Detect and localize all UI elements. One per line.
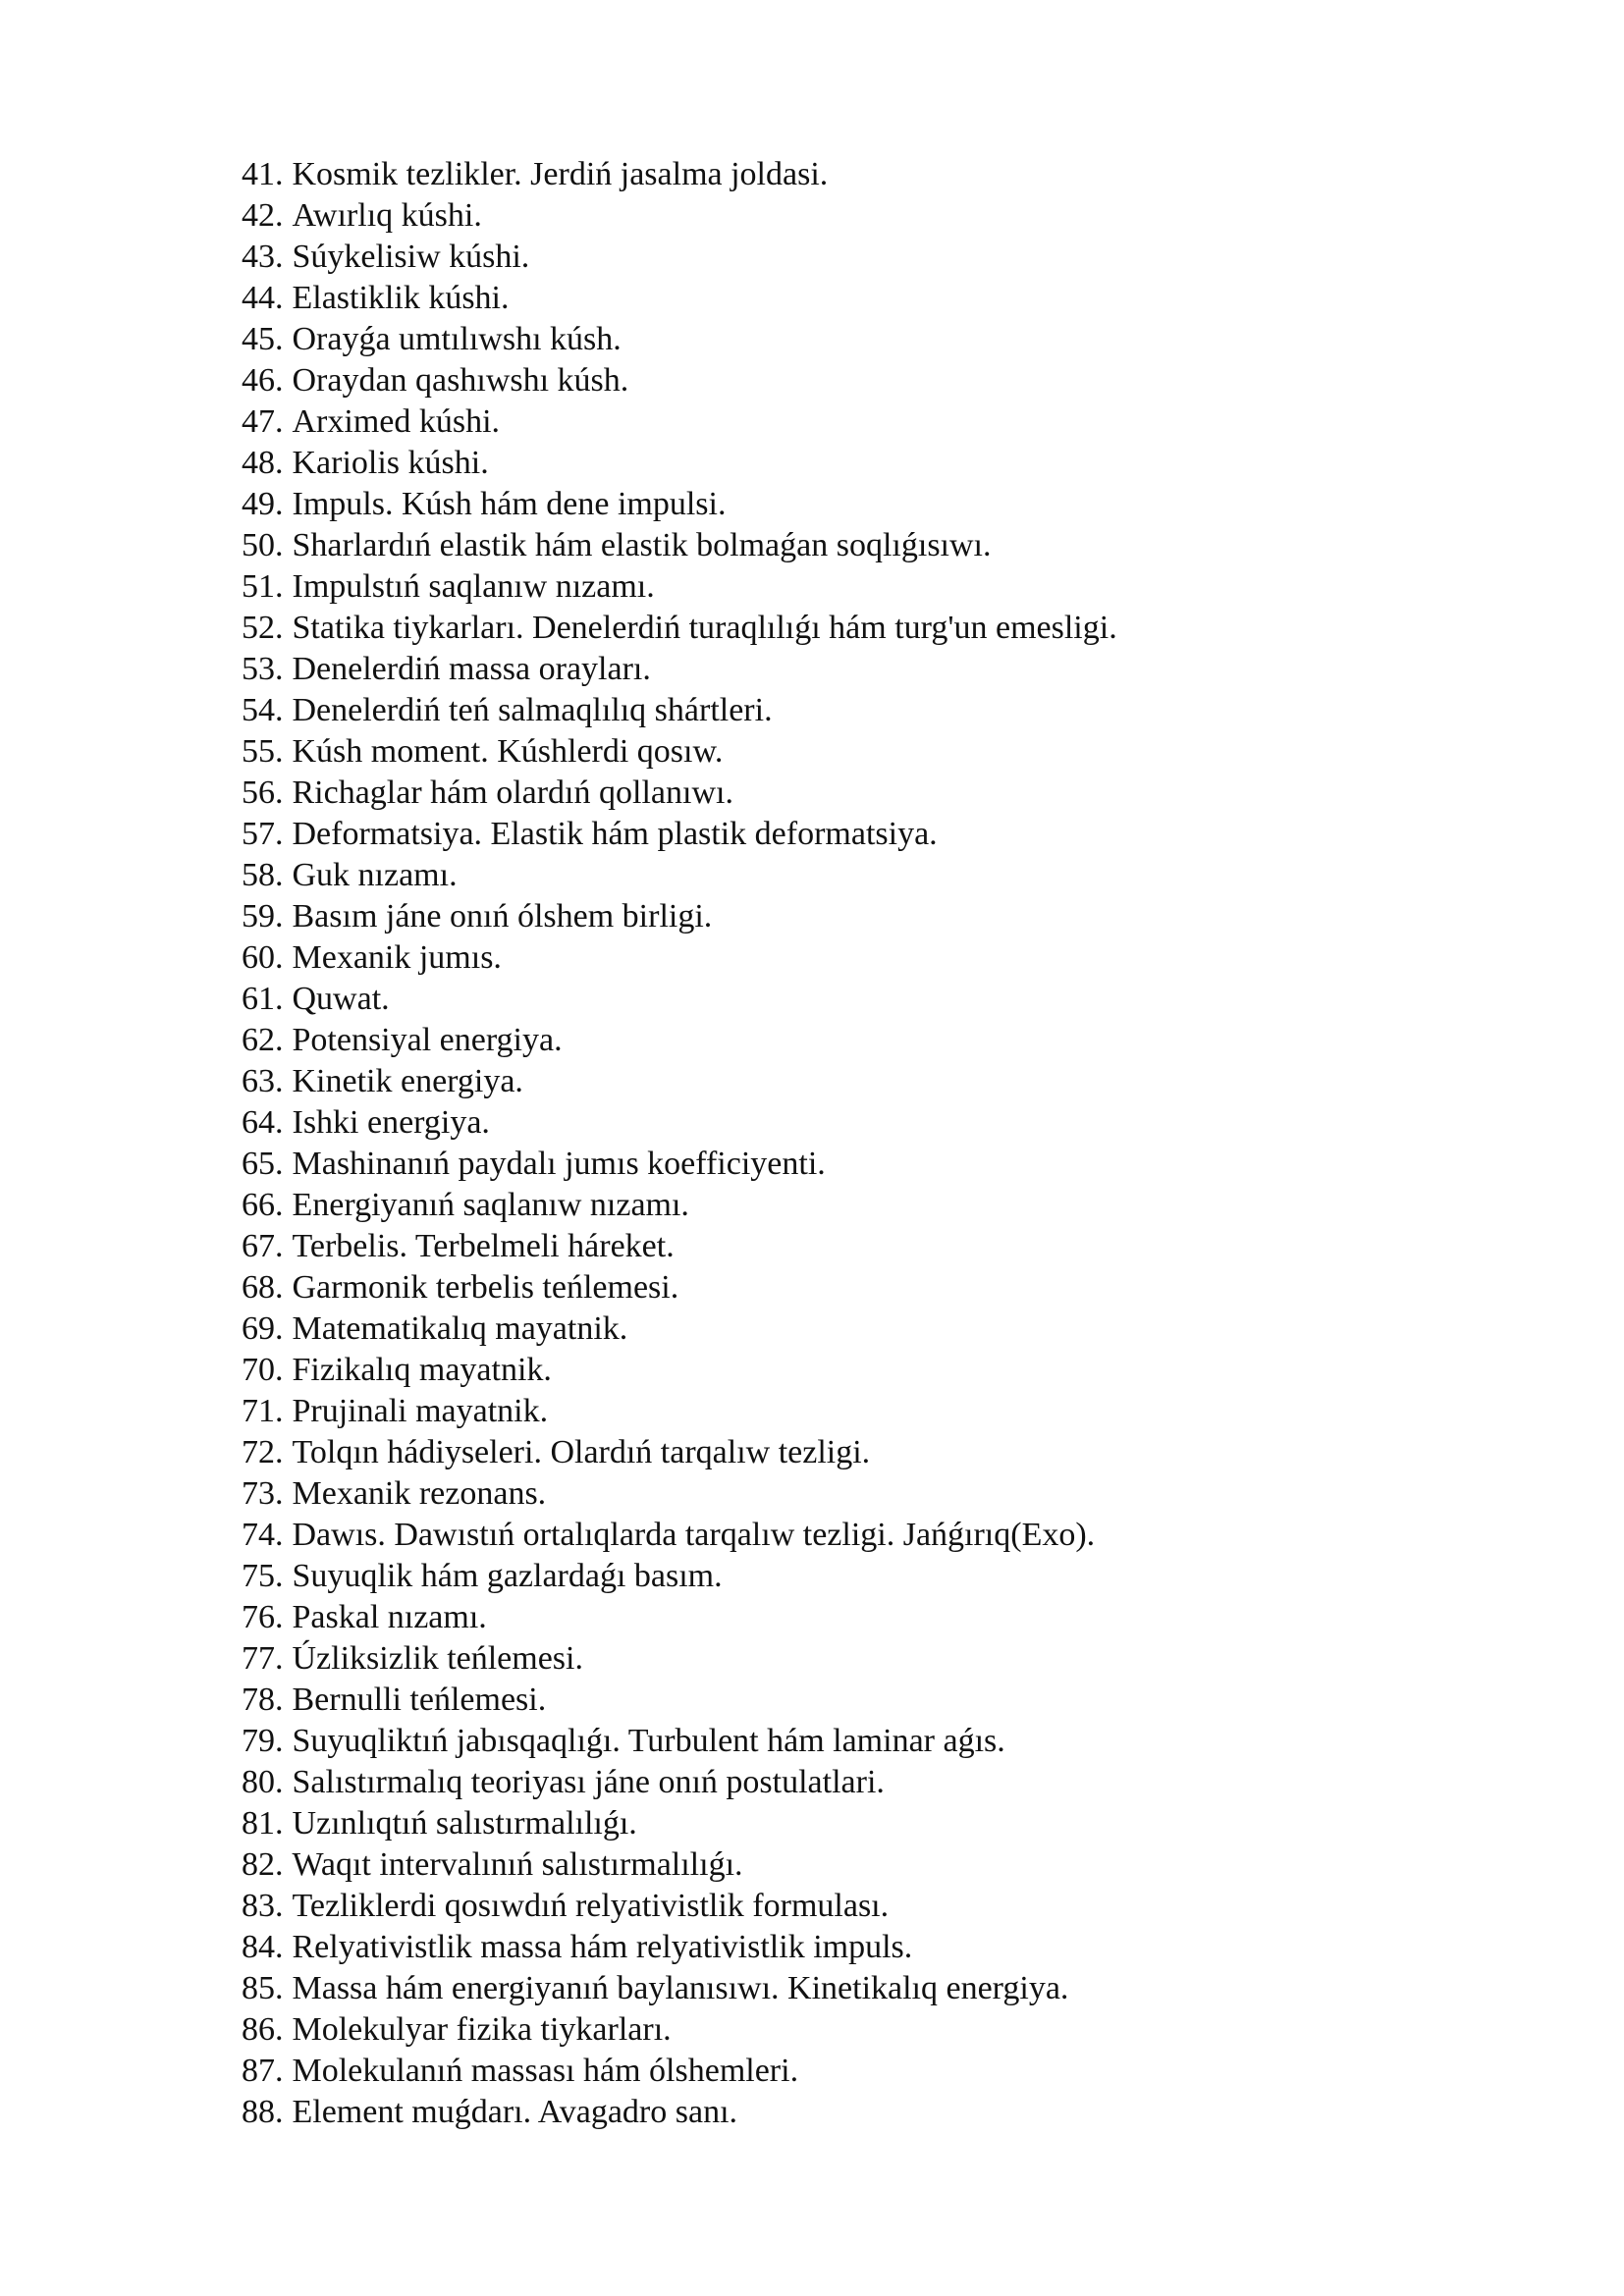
list-item-number: 56. <box>242 774 284 811</box>
list-item-number: 57. <box>242 816 284 852</box>
list-item-number: 49. <box>242 486 284 522</box>
list-item <box>242 1638 1117 1680</box>
list-item <box>242 814 1117 855</box>
list-item-text: Orayǵa umtılıwshı kúsh. <box>292 321 622 357</box>
list-item <box>242 1968 1117 2009</box>
list-item <box>242 1061 1117 1102</box>
list-item-text: Kinetik energiya. <box>292 1063 523 1099</box>
list-item-number: 51. <box>242 568 284 605</box>
list-item-number: 60. <box>242 939 284 976</box>
list-item <box>242 1927 1117 1968</box>
list-item-number: 81. <box>242 1805 284 1842</box>
list-item-number: 58. <box>242 857 284 893</box>
list-item-number: 53. <box>242 651 284 687</box>
list-item <box>242 649 1117 690</box>
list-item <box>242 1308 1117 1350</box>
list-item <box>242 1597 1117 1638</box>
list-item-text: Tezliklerdi qosıwdıń relyativistlik formulası. <box>292 1888 890 1924</box>
list-item <box>242 1721 1117 1762</box>
list-item-text: Suyuqliktıń jabısqaqlıǵı. Turbulent hám laminar aǵıs. <box>292 1723 1005 1759</box>
list-item-text: Mexanik rezonans. <box>292 1475 547 1512</box>
list-item-text: Denelerdiń massa orayları. <box>292 651 651 687</box>
list-item <box>242 1020 1117 1061</box>
list-item-text: Úzliksizlik teńlemesi. <box>292 1640 583 1677</box>
list-item-number: 41. <box>242 156 284 192</box>
list-item-text: Ishki energiya. <box>292 1104 490 1141</box>
list-item-number: 73. <box>242 1475 284 1512</box>
list-item-text: Súykelisiw kúshi. <box>292 239 530 275</box>
list-item-number: 82. <box>242 1846 284 1883</box>
list-item <box>242 525 1117 566</box>
list-item-text: Waqıt intervalınıń salıstırmalılıǵı. <box>292 1846 743 1883</box>
list-item <box>242 1680 1117 1721</box>
list-item <box>242 1886 1117 1927</box>
list-item <box>242 1762 1117 1803</box>
list-item <box>242 1391 1117 1432</box>
list-item-text: Denelerdiń teń salmaqlılıq shártleri. <box>292 692 773 728</box>
list-item-number: 54. <box>242 692 284 728</box>
list-item-number: 63. <box>242 1063 284 1099</box>
list-item-text: Impuls. Kúsh hám dene impulsi. <box>292 486 727 522</box>
list-item <box>242 566 1117 608</box>
list-item-number: 78. <box>242 1682 284 1718</box>
list-item <box>242 1226 1117 1267</box>
list-item <box>242 608 1117 649</box>
list-item-text: Garmonik terbelis teńlemesi. <box>292 1269 679 1306</box>
list-item-text: Awırlıq kúshi. <box>292 197 482 234</box>
list-item-text: Relyativistlik massa hám relyativistlik impuls. <box>292 1929 913 1965</box>
list-item-text: Paskal nızamı. <box>292 1599 487 1635</box>
list-item-number: 71. <box>242 1393 284 1429</box>
list-item-text: Mashinanıń paydalı jumıs koefficiyenti. <box>292 1146 826 1182</box>
list-item-text: Kariolis kúshi. <box>292 445 489 481</box>
list-item <box>242 1556 1117 1597</box>
list-item-number: 77. <box>242 1640 284 1677</box>
list-item-text: Deformatsiya. Elastik hám plastik deformatsiya. <box>292 816 938 852</box>
list-item-number: 83. <box>242 1888 284 1924</box>
list-item-text: Elastiklik kúshi. <box>292 280 510 316</box>
topic-list <box>242 154 1117 2133</box>
list-item <box>242 937 1117 979</box>
list-item <box>242 1844 1117 1886</box>
list-item <box>242 1515 1117 1556</box>
list-item-number: 50. <box>242 527 284 563</box>
list-item-text: Tolqın hádiyseleri. Olardıń tarqalıw tezligi. <box>292 1434 871 1470</box>
list-item-text: Element muǵdarı. Avagadro sanı. <box>292 2094 738 2130</box>
list-item-number: 70. <box>242 1352 284 1388</box>
list-item-text: Sharlardıń elastik hám elastik bolmaǵan soqlıǵısıwı. <box>292 527 992 563</box>
list-item-text: Kúsh moment. Kúshlerdi qosıw. <box>292 733 724 770</box>
list-item-number: 55. <box>242 733 284 770</box>
list-item <box>242 484 1117 525</box>
list-item-number: 48. <box>242 445 284 481</box>
list-item <box>242 278 1117 319</box>
list-item-number: 66. <box>242 1187 284 1223</box>
list-item <box>242 1102 1117 1144</box>
list-item-number: 46. <box>242 362 284 399</box>
list-item-text: Molekulanıń massası hám ólshemleri. <box>292 2053 799 2089</box>
list-item <box>242 1432 1117 1473</box>
list-item-number: 47. <box>242 403 284 440</box>
list-item-number: 75. <box>242 1558 284 1594</box>
list-item-number: 74. <box>242 1517 284 1553</box>
list-item <box>242 237 1117 278</box>
list-item <box>242 443 1117 484</box>
list-item <box>242 195 1117 237</box>
list-item-text: Oraydan qashıwshı kúsh. <box>292 362 629 399</box>
list-item-text: Terbelis. Terbelmeli háreket. <box>292 1228 675 1264</box>
list-item-number: 87. <box>242 2053 284 2089</box>
list-item <box>242 2009 1117 2051</box>
list-item-text: Matematikalıq mayatnik. <box>292 1310 628 1347</box>
list-item-text: Molekulyar fizika tiykarları. <box>292 2011 672 2048</box>
list-item-number: 43. <box>242 239 284 275</box>
list-item-number: 45. <box>242 321 284 357</box>
list-item-number: 79. <box>242 1723 284 1759</box>
list-item-text: Guk nızamı. <box>292 857 458 893</box>
list-item-number: 67. <box>242 1228 284 1264</box>
list-item-text: Impulstıń saqlanıw nızamı. <box>292 568 655 605</box>
list-item <box>242 1803 1117 1844</box>
list-item-text: Potensiyal energiya. <box>292 1022 563 1058</box>
list-item <box>242 360 1117 401</box>
list-item <box>242 1473 1117 1515</box>
list-item-text: Basım jáne onıń ólshem birligi. <box>292 898 713 934</box>
list-item-text: Kosmik tezlikler. Jerdiń jasalma joldasi. <box>292 156 829 192</box>
list-item-text: Dawıs. Dawıstıń ortalıqlarda tarqalıw tezligi. Jańǵırıq(Exo). <box>292 1517 1096 1553</box>
list-item-number: 61. <box>242 981 284 1017</box>
list-item-text: Fizikalıq mayatnik. <box>292 1352 552 1388</box>
list-item-number: 42. <box>242 197 284 234</box>
list-item-number: 85. <box>242 1970 284 2006</box>
list-item-number: 64. <box>242 1104 284 1141</box>
list-item-text: Mexanik jumıs. <box>292 939 502 976</box>
list-item-text: Uzınlıqtıń salıstırmalılıǵı. <box>292 1805 637 1842</box>
list-item-number: 59. <box>242 898 284 934</box>
list-item <box>242 319 1117 360</box>
list-item-number: 65. <box>242 1146 284 1182</box>
list-item <box>242 690 1117 731</box>
list-item-number: 80. <box>242 1764 284 1800</box>
list-item-number: 84. <box>242 1929 284 1965</box>
list-item-text: Arximed kúshi. <box>292 403 501 440</box>
list-item-number: 88. <box>242 2094 284 2130</box>
list-item-number: 76. <box>242 1599 284 1635</box>
list-item-text: Statika tiykarları. Denelerdiń turaqlılıǵı hám turg'un emesligi. <box>292 610 1117 646</box>
list-item <box>242 1350 1117 1391</box>
list-item-text: Prujinali mayatnik. <box>292 1393 549 1429</box>
list-item-number: 68. <box>242 1269 284 1306</box>
list-item-text: Suyuqlik hám gazlardaǵı basım. <box>292 1558 723 1594</box>
list-item <box>242 1185 1117 1226</box>
list-item-text: Richaglar hám olardıń qollanıwı. <box>292 774 733 811</box>
list-item-text: Salıstırmalıq teoriyası jáne onıń postulatlari. <box>292 1764 885 1800</box>
list-item <box>242 2092 1117 2133</box>
list-item <box>242 154 1117 195</box>
list-item <box>242 401 1117 443</box>
list-item-text: Bernulli teńlemesi. <box>292 1682 547 1718</box>
list-item-text: Energiyanıń saqlanıw nızamı. <box>292 1187 689 1223</box>
list-item-number: 52. <box>242 610 284 646</box>
list-item <box>242 979 1117 1020</box>
list-item-number: 62. <box>242 1022 284 1058</box>
list-item-text: Massa hám energiyanıń baylanısıwı. Kinetikalıq energiya. <box>292 1970 1069 2006</box>
list-item <box>242 1267 1117 1308</box>
list-item-number: 86. <box>242 2011 284 2048</box>
list-item-number: 72. <box>242 1434 284 1470</box>
list-item-text: Quwat. <box>292 981 390 1017</box>
list-item <box>242 773 1117 814</box>
list-item <box>242 1144 1117 1185</box>
list-item <box>242 2051 1117 2092</box>
list-item <box>242 855 1117 896</box>
list-item <box>242 896 1117 937</box>
list-item <box>242 731 1117 773</box>
list-item-number: 69. <box>242 1310 284 1347</box>
list-item-number: 44. <box>242 280 284 316</box>
